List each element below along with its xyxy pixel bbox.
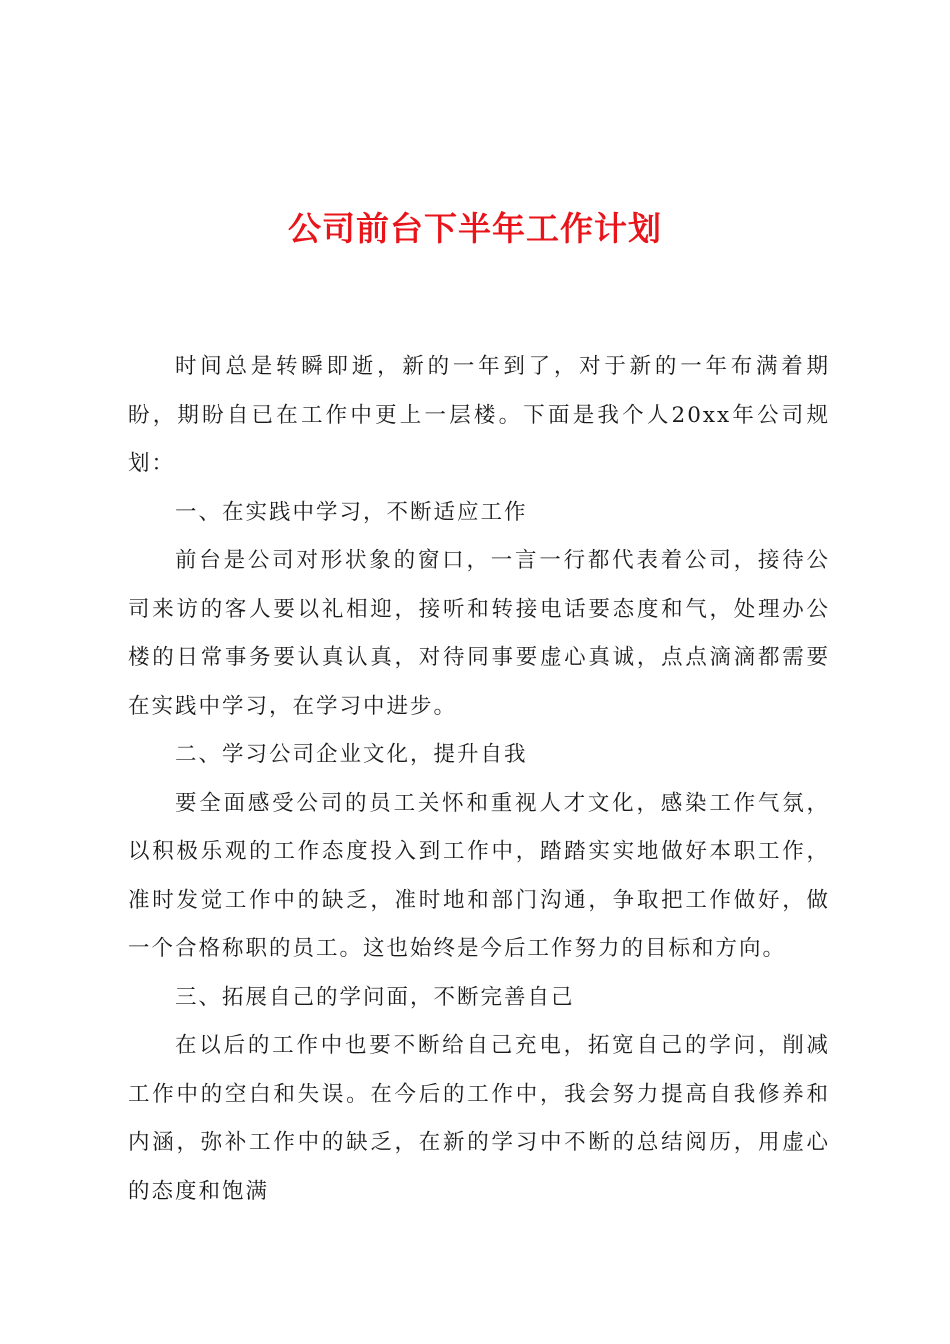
section-body-2: 要全面感受公司的员工关怀和重视人才文化，感染工作气氛，以积极乐观的工作态度投入到工作中，踏踏实实地做好本职工作，准时发觉工作中的缺乏，准时地和部门沟通，争取把工作做好，做一个合格称职的员工。这也始终是今后工作努力的目标和方向。 — [128, 790, 830, 961]
section-body-3: 在以后的工作中也要不断给自己充电，拓宽自己的学问，削减工作中的空白和失误。在今后的工作中，我会努力提高自我修养和内涵，弥补工作中的缺乏，在新的学习中不断的总结阅历，用虚心的态度和饱满 — [128, 1033, 830, 1204]
section-heading-3: 三、拓展自己的学问面，不断完善自己 — [175, 984, 575, 1010]
section-heading-1: 一、在实践中学习，不断适应工作 — [175, 499, 528, 525]
document-title: 公司前台下半年工作计划 — [288, 209, 662, 248]
document-body — [128, 343, 830, 1216]
section-heading-2: 二、学习公司企业文化，提升自我 — [175, 742, 528, 767]
intro-paragraph: 时间总是转瞬即逝，新的一年到了，对于新的一年布满着期盼，期盼自已在工作中更上一层楼。下面是我个人20xx年公司规划： — [128, 354, 830, 476]
section-body-1: 前台是公司对形状象的窗口，一言一行都代表着公司，接待公司来访的客人要以礼相迎，接听和转接电话要态度和气，处理办公楼的日常事务要认真认真，对待同事要虚心真诚，点点滴滴都需要在实践中学习，在学习中进步。 — [128, 548, 830, 719]
